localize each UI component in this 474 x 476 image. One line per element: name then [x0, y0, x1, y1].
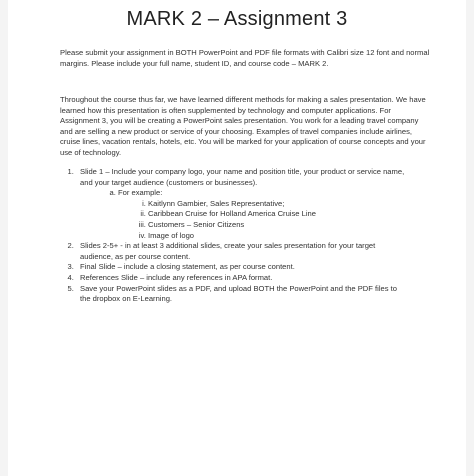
list-item-slides-2-5: 2. Slides 2-5+ - in at least 3 additional slides, create your sales presentation for your target audience, as per course content.: [76, 241, 406, 262]
list-item-slide-1: [76, 167, 406, 241]
example-item: iv. Image of logo: [148, 231, 406, 242]
list-item-text: Slide 1 – Include your company logo, your name and position title, your product or service name, and your target audience (customers or businesses).: [80, 167, 405, 187]
example-item: i. Kaitlynn Gambier, Sales Representative;: [148, 199, 406, 210]
examples-list: [118, 199, 406, 241]
assignment-description: Throughout the course thus far, we have learned different methods for making a sales presentation. We have learned how this presentation is often supplemented by technology and computer applications. For Assignment 3, you will be creating a PowerPoint sales presentation. You work for a leading travel company and are selling a new product or service of your choosing. Examples of travel companies include airlines, cruise lines, vacation rentals, hotels, etc. You will be marked for your application of course concepts and your use of technology.: [60, 95, 426, 157]
document-title: MARK 2 – Assignment 3: [126, 8, 348, 30]
list-item-references: 4. References Slide – include any references in APA format.: [76, 273, 406, 284]
sub-list: [80, 188, 406, 241]
example-item: iii. Customers – Senior Citizens: [148, 220, 406, 231]
submission-instructions: Please submit your assignment in BOTH PowerPoint and PDF file formats with Calibri size 12 font and normal margins. Please include your full name, student ID, and course code – MARK 2.: [60, 48, 430, 68]
requirements-list: [58, 167, 406, 305]
sub-list-item-text: For example:: [118, 188, 163, 198]
example-item: ii. Caribbean Cruise for Holland America Cruise Line: [148, 209, 406, 220]
list-item-final-slide: 3. Final Slide – include a closing statement, as per course content.: [76, 262, 406, 273]
list-item-save: 5. Save your PowerPoint slides as a PDF, and upload BOTH the PowerPoint and the PDF files to the dropbox on E-Learning.: [76, 284, 406, 305]
document-page: [8, 0, 466, 476]
sub-list-item: [118, 188, 406, 241]
